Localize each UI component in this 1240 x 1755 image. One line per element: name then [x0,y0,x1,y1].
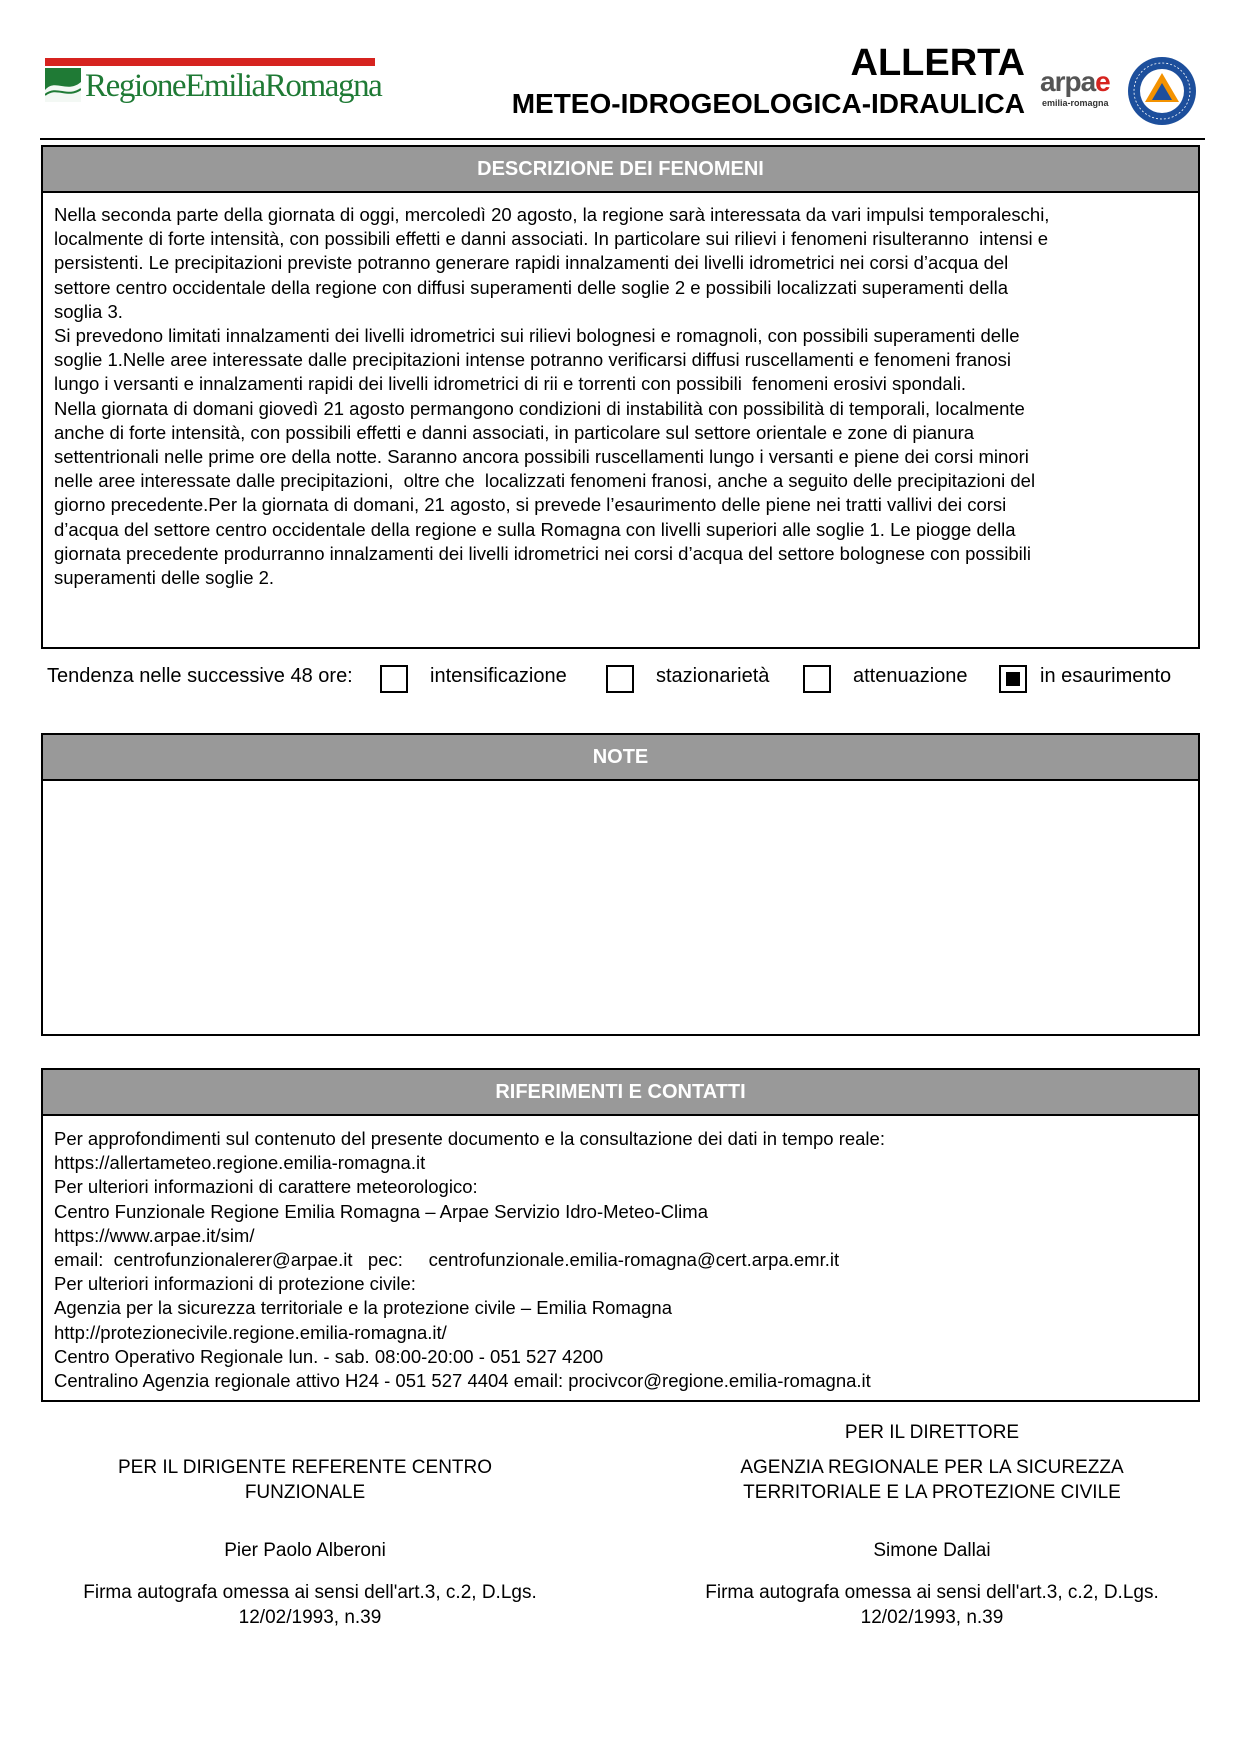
descrizione-box [41,145,1200,649]
signature-left-name: Pier Paolo Alberoni [224,1540,386,1561]
option-intensificazione-label: intensificazione [430,665,567,687]
logo-text: RegioneEmiliaRomagna [85,68,382,104]
signature-left-note: Firma autografa omessa ai sensi dell'art.3, c.2, D.Lgs. 12/02/1993, n.39 [83,1582,537,1628]
riferimenti-heading: RIFERIMENTI E CONTATTI [43,1070,1198,1116]
checkbox-stazionarieta[interactable] [606,665,634,693]
signature-left-role: PER IL DIRIGENTE REFERENTE CENTRO FUNZIONALE [117,1457,493,1503]
logo-flag-icon [45,68,81,102]
riferimenti-box [41,1068,1200,1402]
descrizione-heading: DESCRIZIONE DEI FENOMENI [43,147,1198,193]
checkbox-attenuazione[interactable] [803,665,831,693]
descrizione-text: Nella seconda parte della giornata di oggi, mercoledì 20 agosto, la regione sarà interessata da vari impulsi temporaleschi, localmente di forte intensità, con possibili effetti e danni associati. In particolare sui rilievi i fenomeni risulteranno intensi e persistenti. Le precipitazioni previste potranno generare rapidi innalzamenti dei livelli idrometrici nei corsi d’acqua del settore centro occidentale della regione con diffusi superamenti delle soglie 2 e possibili localizzati superamenti della soglia 3. Si prevedono limitati innalzamenti dei livelli idrometrici sui rilievi bolognesi e romagnoli, con possibili superamenti delle soglie 1.Nelle aree interessate dalle precipitazioni intense potranno verificarsi diffusi ruscellamenti e fenomeni franosi lungo i versanti e innalzamenti rapidi dei livelli idrometrici di rii e torrenti con possibili fenomeni erosivi spondali. Nella giornata di domani giovedì 21 agosto permangono condizioni di instabilità con possibilità di temporali, localmente anche di forte intensità, con possibili effetti e danni associati, in particolare sul settore orientale e zone di pianura settentrionali nelle prime ore della notte. Saranno ancora possibili ruscellamenti lungo i versanti e piene dei corsi minori nelle aree interessate dalle precipitazioni, oltre che localizzati fenomeni franosi, anche a seguito delle precipitazioni del giorno precedente.Per la giornata di domani, 21 agosto, si prevede l’esaurimento delle piene nei tratti vallivi dei corsi d’acqua del settore centro occidentale della regione e sulla Romagna con livelli superiori alle soglie 1. Le piogge della giornata precedente produrranno innalzamenti dei livelli idrometrici nei corsi d’acqua del settore bolognese con possibili superamenti delle soglie 2. [54,204,1050,589]
riferimenti-text: Per approfondimenti sul contenuto del presente documento e la consultazione dei dati in tempo reale: https://allertameteo.regione.emilia-romagna.it Per ulteriori informazioni di carattere meteorologico: Centro Funzionale Regione Emilia Romagna – Arpae Servizio Idro-Meteo-Clima https://www.arpae.it/sim/ email: centrofunzionalerer@arpae.it pec: centrofunzionale.emilia-romagna@cert.arpa.emr.it Per ulteriori informazioni di protezione civile: Agenzia per la sicurezza territoriale e la protezione civile – Emilia Romagna http://protezionecivile.regione.emilia-romagna.it/ Centro Operativo Regionale lun. - sab. 08:00-20:00 - 051 527 4200 Centralino Agenzia regionale attivo H24 - 051 527 4404 email: procivcor@regione.emilia-romagna.it [54,1128,885,1392]
arpae-logo-text: arpae [1040,66,1110,97]
signature-right-role: AGENZIA REGIONALE PER LA SICUREZZA TERRITORIALE E LA PROTEZIONE CIVILE [740,1457,1124,1503]
regione-emilia-romagna-logo [45,58,382,108]
arpae-logo [1040,66,1130,112]
note-box [41,733,1200,1036]
logo-red-bar [45,58,375,66]
page-title: ALLERTA [850,42,1025,84]
arpae-logo-subtext: emilia-romagna [1042,98,1109,108]
protezione-civile-logo [1127,56,1197,126]
page-subtitle: METEO-IDROGEOLOGICA-IDRAULICA [511,88,1025,119]
signature-right-pre-role: PER IL DIRETTORE [844,1422,1020,1443]
tendenza-label: Tendenza nelle successive 48 ore: [47,665,353,687]
option-attenuazione-label: attenuazione [853,665,968,687]
signature-right-name: Simone Dallai [873,1540,991,1561]
note-heading: NOTE [43,735,1198,781]
checkbox-intensificazione[interactable] [380,665,408,693]
checkbox-in-esaurimento[interactable] [999,665,1027,693]
note-text [43,781,1198,801]
signature-right-note: Firma autografa omessa ai sensi dell'art.3, c.2, D.Lgs. 12/02/1993, n.39 [705,1582,1159,1628]
option-stazionarieta-label: stazionarietà [656,665,770,687]
header-divider [40,138,1205,140]
option-in-esaurimento-label: in esaurimento [1040,665,1172,687]
